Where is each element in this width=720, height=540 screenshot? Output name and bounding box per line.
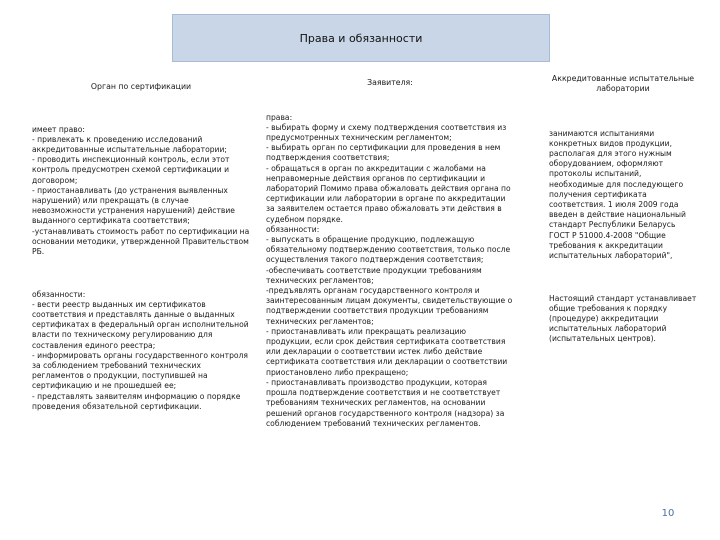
column-heading-labs: Аккредитованные испытательные лаборатории	[551, 74, 695, 94]
column-heading-applicant: Заявителя:	[367, 78, 413, 88]
column-heading-certification-body: Орган по сертификации	[90, 82, 192, 92]
certification-body-rights: имеет право: - привлекать к проведению исследований аккредитованные испытательные лаборатории; - проводить инспекционный контроль, если этот контроль предусмотрен схемой сертификации и договором; - приостанавливать (до устранения выявленных нарушений) или прекращать (в случае невозможности устранения нарушений) действие выданного сертификата соответствия; -устанавливать стоимость работ по сертификации на основании методики, утвержденной Правительством РБ.	[32, 124, 250, 257]
page-number: 10	[661, 508, 675, 519]
labs-paragraph-1: занимаются испытаниями конкретных видов продукции, располагая для этого нужным оборудованием, оформляют протоколы испытаний, необходимые для последующего получения сертификата соответствия. 1 июля 2009 года введен в действие национальный стандарт Республики Беларусь ГОСТ Р 51000.4-2008 "Общие требования к аккредитации испытательных лабораторий",	[549, 128, 686, 261]
certification-body-duties: обязанности: - вести реестр выданных им сертификатов соответствия и представлять данные о выданных сертификатах в федеральный орган исполнительной власти по техническому регулированию для составления единого реестра; - информировать органы государственного контроля за соблюдением требований технических регламентов о продукции, поступившей на сертификацию и не прошедшей ее; - представлять заявителям информацию о порядке проведения обязательной сертификации.	[32, 289, 249, 411]
labs-paragraph-2: Настоящий стандарт устанавливает общие требования к порядку (процедуре) аккредитации испытательных лабораторий (испытательных центров).	[549, 293, 697, 344]
slide-title: Права и обязанности	[172, 14, 550, 62]
labs-column	[549, 64, 697, 355]
applicant-rights-duties: права: - выбирать форму и схему подтверждения соответствия из предусмотренных техническим регламентом; - выбирать орган по сертификации для проведения в нем подтверждения соответствия; - обращаться в орган по аккредитации с жалобами на неправомерные действия органов по сертификации и лабораторий Помимо права обжаловать действия органа по сертификации или лаборатории в органе по аккредитации за заявителем остается право обжаловать эти действия в судебном порядке. обязанности: - выпускать в обращение продукцию, подлежащую обязательному подтверждению соответствия, только после осуществления такого подтверждения соответствия; -обеспечивать соответствие продукции требованиям технических регламентов; -предъявлять органам государственного контроля и заинтересованным лицам документы, свидетельствующие о подтверждении соответствия продукции требованиям технических регламентов; - приостанавливать или прекращать реализацию продукции, если срок действия сертификата соответствия или декларации о соответствии истек либо действие сертификата соответствия или декларации о соответствии приостановлено либо прекращено; - приостанавливать производство продукции, которая прошла подтверждение соответствия и не соответствует требованиям технических регламентов, на основании решений органов государственного контроля (надзора) за соблюдением требований технических регламентов.	[266, 112, 513, 428]
applicant-column	[266, 68, 514, 439]
certification-body-column	[32, 72, 250, 422]
